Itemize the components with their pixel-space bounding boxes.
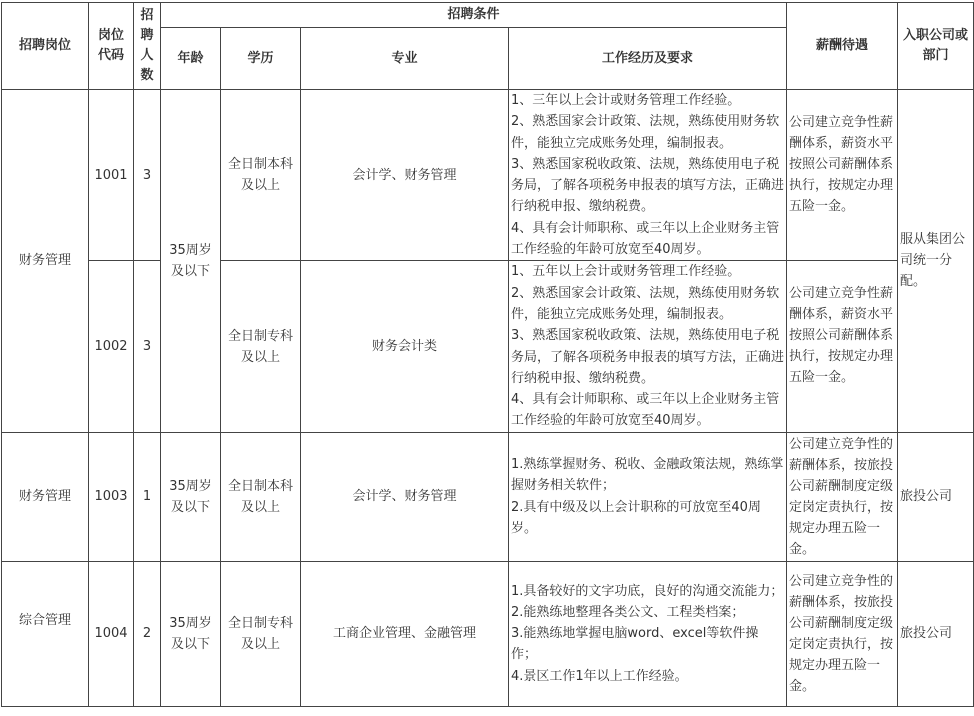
requirement-item: 4.景区工作1年以上工作经验。 <box>511 668 688 684</box>
count-cell: 2 <box>134 561 161 706</box>
education-cell: 全日制本科及以上 <box>221 432 301 561</box>
code-cell: 1001 <box>89 90 134 261</box>
education-cell: 全日制专科及以上 <box>221 261 301 432</box>
position-cell: 综合管理 <box>2 561 89 706</box>
header-count: 招聘人数 <box>134 3 161 90</box>
requirements-cell <box>509 90 787 261</box>
requirement-item: 3、熟悉国家税收政策、法规，熟练使用电子税务局，了解各项税务申报表的填写方法，正确进行纳税申报、缴纳税费。 <box>511 156 785 215</box>
salary-cell: 公司建立竞争性薪酬体系，薪资水平按照公司薪酬体系执行，按规定办理五险一金。 <box>787 90 898 261</box>
requirement-item: 2、熟悉国家会计政策、法规，熟练使用财务软件，能独立完成账务处理，编制报表。 <box>511 285 780 322</box>
header-age: 年龄 <box>161 28 221 90</box>
salary-cell: 公司建立竞争性薪酬体系，薪资水平按照公司薪酬体系执行，按规定办理五险一金。 <box>787 261 898 432</box>
count-cell: 3 <box>134 90 161 261</box>
requirement-item: 3.能熟练地掌握电脑word、excel等软件操作； <box>511 626 759 663</box>
major-cell: 工商企业管理、金融管理 <box>301 561 509 706</box>
header-code: 岗位代码 <box>89 3 134 90</box>
header-conditions: 招聘条件 <box>161 3 787 28</box>
requirement-item: 1.熟练掌握财务、税收、金融政策法规，熟练掌握财务相关软件； <box>511 457 784 494</box>
requirement-item: 2.具有中级及以上会计职称的可放宽至40周岁。 <box>511 499 761 537</box>
requirement-item: 3、熟悉国家税收政策、法规，熟练使用电子税务局，了解各项税务申报表的填写方法，正确进行纳税申报、缴纳税费。 <box>511 328 785 386</box>
header-experience: 工作经历及要求 <box>509 28 787 90</box>
major-cell: 财务会计类 <box>301 261 509 432</box>
header-position: 招聘岗位 <box>2 3 89 90</box>
code-cell: 1004 <box>89 561 134 706</box>
count-cell: 3 <box>134 261 161 432</box>
table-row <box>2 261 974 432</box>
requirement-item: 1.具备较好的文字功底，良好的沟通交流能力； <box>511 583 784 599</box>
requirement-item: 2.能熟练地整理各类公文、工程类档案； <box>511 604 745 620</box>
position-cell: 财务管理 <box>2 90 89 433</box>
age-cell: 35周岁及以下 <box>161 90 221 433</box>
major-cell: 会计学、财务管理 <box>301 432 509 561</box>
header-row-1 <box>2 3 974 28</box>
company-cell: 旅投公司 <box>898 432 974 561</box>
requirement-item: 4、具有会计师职称、或三年以上企业财务主管工作经验的年龄可放宽至40周岁。 <box>511 220 780 258</box>
header-company: 入职公司或部门 <box>898 3 974 90</box>
code-cell: 1003 <box>89 432 134 561</box>
major-cell: 会计学、财务管理 <box>301 90 509 261</box>
salary-cell: 公司建立竞争性的薪酬体系，按旅投公司薪酬制度定级定岗定责执行，按规定办理五险一金。 <box>787 432 898 561</box>
education-cell: 全日制专科及以上 <box>221 561 301 706</box>
table-row <box>2 432 974 561</box>
count-cell: 1 <box>134 432 161 561</box>
requirement-item: 2、熟悉国家会计政策、法规，熟练使用财务软件，能独立完成账务处理，编制报表。 <box>511 114 780 151</box>
header-salary: 薪酬待遇 <box>787 3 898 90</box>
requirements-cell <box>509 561 787 706</box>
education-cell: 全日制本科及以上 <box>221 90 301 261</box>
age-cell: 35周岁及以下 <box>161 432 221 561</box>
requirement-item: 1、三年以上会计或财务管理工作经验。 <box>511 93 741 108</box>
company-cell: 服从集团公司统一分配。 <box>898 90 974 433</box>
age-cell: 35周岁及以下 <box>161 561 221 706</box>
position-cell: 财务管理 <box>2 432 89 561</box>
table-row <box>2 561 974 706</box>
company-cell: 旅投公司 <box>898 561 974 706</box>
recruitment-table <box>1 2 974 707</box>
requirements-cell <box>509 261 787 432</box>
requirement-item: 4、具有会计师职称、或三年以上企业财务主管工作经验的年龄可放宽至40周岁。 <box>511 392 780 429</box>
requirements-cell <box>509 432 787 561</box>
code-cell: 1002 <box>89 261 134 432</box>
table-row <box>2 90 974 261</box>
salary-cell: 公司建立竞争性的薪酬体系，按旅投公司薪酬制度定级定岗定责执行，按规定办理五险一金。 <box>787 561 898 706</box>
header-major: 专业 <box>301 28 509 90</box>
requirement-item: 1、五年以上会计或财务管理工作经验。 <box>511 264 741 280</box>
header-education: 学历 <box>221 28 301 90</box>
